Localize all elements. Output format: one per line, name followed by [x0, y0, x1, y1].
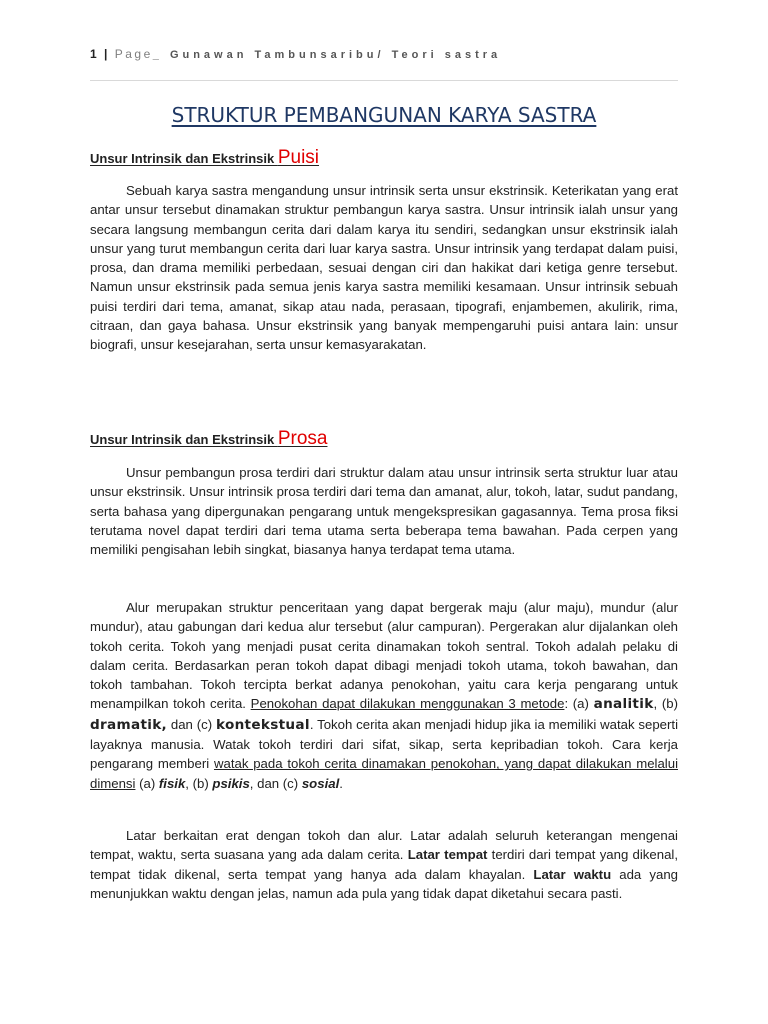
text-run: ada yang menunjukkan waktu dengan jelas, namun ada pula yang tidak dapat diketahui secara pasti. [90, 866, 678, 901]
term-latar-tempat: Latar tempat [407, 847, 488, 863]
header-separator: | [104, 47, 110, 61]
paragraph-puisi: Sebuah karya sastra mengandung unsur intrinsik serta unsur ekstrinsik. Keterikatan yang erat antar unsur tersebut dinamakan struktur pembangun karya sastra. Unsur intrinsik ialah unsur yang secara langsung membangun cerita dari dalam karya itu sendiri, sedangkan unsur ekstrinsik ialah unsur yang turut membangun cerita dari luar karya sastra. Unsur intrinsik yang terdapat dalam puisi, prosa, dan drama memiliki perbedaan, sesuai dengan ciri dan hakikat dari ketiga genre tersebut. Namun unsur ekstrinsik pada semua jenis karya sastra memiliki kesamaan. Unsur intrinsik sebuah puisi terdiri dari tema, amanat, sikap atau nada, perasaan, tipografi, enjambemen, akulirik, rima, citraan, dan gaya bahasa. Unsur ekstrinsik yang banyak mempengaruhi puisi antara lain: unsur biografi, unsur kesejarahan, serta unsur kemasyarakatan. [90, 183, 678, 353]
page-number: 1 [90, 47, 99, 61]
text-run: : (a) [564, 696, 594, 712]
text-run: . [339, 775, 343, 791]
text-run: (a) [135, 775, 159, 791]
text-run: terdiri dari tempat yang dikenal, tempat tidak dikenal, serta tempat yang hanya ada dalam khayalan. [90, 847, 678, 882]
page-title: STRUKTUR PEMBANGUNAN KARYA SASTRA [171, 103, 597, 127]
text-run: , (b) [653, 696, 679, 712]
paragraph-latar [90, 826, 678, 903]
underlined-text: Penokohan dapat dilakukan menggunakan 3 metode [250, 696, 565, 712]
text-run: . Tokoh cerita akan menjadi hidup jika ia memiliki watak seperti layaknya manusia. Watak tokoh terdiri dari sifat, sikap, serta kepribadian tokoh. Cara kerja pengarang memberi [90, 716, 678, 772]
keyword-analitik: analitik [593, 696, 654, 713]
section-heading-prosa [90, 428, 327, 450]
text-run: , dan (c) [249, 775, 302, 791]
keyword-kontekstual: kontekstual [215, 716, 310, 733]
term-latar-waktu: Latar waktu [533, 866, 612, 882]
text-run: Latar berkaitan erat dengan tokoh dan alur. Latar adalah seluruh keterangan mengenai tempat, waktu, serta suasana yang ada dalam cerita. [90, 828, 678, 863]
paragraph-alur [90, 598, 678, 793]
header-rule [90, 80, 678, 81]
section-heading-puisi [90, 147, 319, 169]
term-psikis: psikis [212, 775, 250, 791]
underlined-text: watak pada tokoh cerita dinamakan penokohan, yang dapat dilakukan melalui dimensi [90, 756, 678, 791]
heading-lead: Unsur Intrinsik dan Ekstrinsik [90, 432, 278, 447]
text-run: dan (c) [167, 716, 216, 732]
heading-keyword: Prosa [277, 428, 328, 449]
term-sosial: sosial [301, 775, 340, 791]
page-header [90, 47, 501, 61]
heading-lead: Unsur Intrinsik dan Ekstrinsik [90, 151, 278, 166]
paragraph-prosa-intro: Unsur pembangun prosa terdiri dari struktur dalam atau unsur intrinsik serta struktur luar atau unsur ekstrinsik. Unsur intrinsik prosa terdiri dari tema dan amanat, alur, tokoh, latar, sudut pandang, serta bahasa yang dipergunakan pengarang untuk mengekspresikan gagasannya. Tema prosa fiksi terutama novel dapat terdiri dari tema utama serta beberapa tema bawahan. Pada cerpen yang memiliki pengisahan lebih singkat, biasanya hanya terdapat tema utama. [90, 465, 678, 558]
header-author: _ Gunawan Tambunsaribu/ Teori sastra [152, 49, 502, 61]
keyword-dramatik: dramatik, [90, 716, 168, 733]
heading-keyword: Puisi [277, 147, 320, 168]
text-run: Alur merupakan struktur penceritaan yang dapat bergerak maju (alur maju), mundur (alur mundur), atau gabungan dari kedua alur tersebut (alur campuran). Pergerakan alur dijalankan oleh tokoh cerita. Tokoh yang menjadi pusat cerita dinamakan tokoh sentral. Tokoh adalah pelaku di dalam cerita. Berdasarkan peran tokoh dapat dibagi menjadi tokoh utama, tokoh bawahan, dan tokoh tambahan. Tokoh tercipta berkat adanya penokohan, yaitu cara kerja pengarang untuk menampilkan tokoh cerita. [90, 600, 678, 712]
page-word: Page [114, 47, 153, 61]
term-fisik: fisik [158, 775, 186, 791]
text-run: , (b) [185, 775, 213, 791]
